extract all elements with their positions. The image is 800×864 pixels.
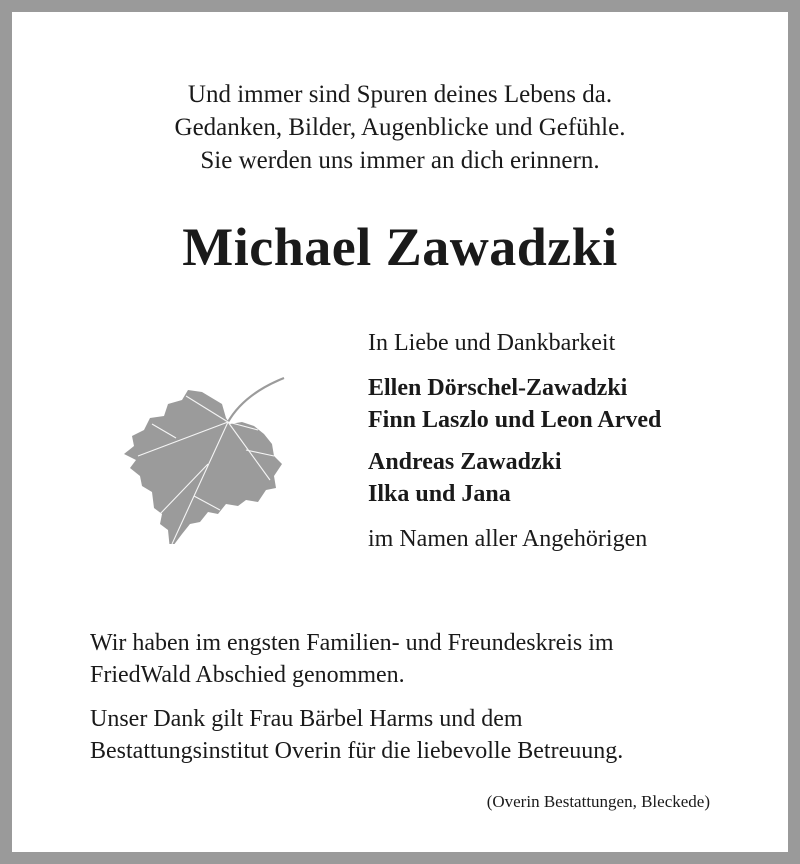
- mourner-name: Finn Laszlo und Leon Arved: [368, 407, 662, 433]
- obituary-card: [12, 12, 788, 852]
- notes-block: [90, 627, 623, 767]
- thanks-text: Unser Dank gilt Frau Bärbel Harms und dem: [90, 706, 523, 732]
- mourners-intro: In Liebe und Dankbarkeit: [368, 330, 616, 356]
- thanks-text: Bestattungsinstitut Overin für die liebevolle Betreuung.: [90, 738, 624, 764]
- farewell-text: Wir haben im engsten Familien- und Freundeskreis im: [90, 630, 614, 656]
- leaf-icon: [116, 364, 286, 544]
- source-credit: (Overin Bestattungen, Bleckede): [486, 792, 710, 811]
- mourners-closing: im Namen aller Angehörigen: [368, 526, 648, 552]
- mourners-block: [368, 327, 661, 555]
- memorial-verse: [12, 78, 788, 177]
- verse-line: Gedanken, Bilder, Augenblicke und Gefühle.: [174, 114, 626, 141]
- verse-line: Sie werden uns immer an dich erinnern.: [200, 147, 600, 174]
- mourner-name: Ilka und Jana: [368, 481, 511, 507]
- mourner-name: Andreas Zawadzki: [368, 449, 562, 475]
- verse-line: Und immer sind Spuren deines Lebens da.: [187, 81, 613, 108]
- mourner-name: Ellen Dörschel-Zawadzki: [368, 375, 628, 401]
- deceased-name: Michael Zawadzki: [182, 217, 618, 277]
- farewell-text: FriedWald Abschied genommen.: [90, 662, 405, 688]
